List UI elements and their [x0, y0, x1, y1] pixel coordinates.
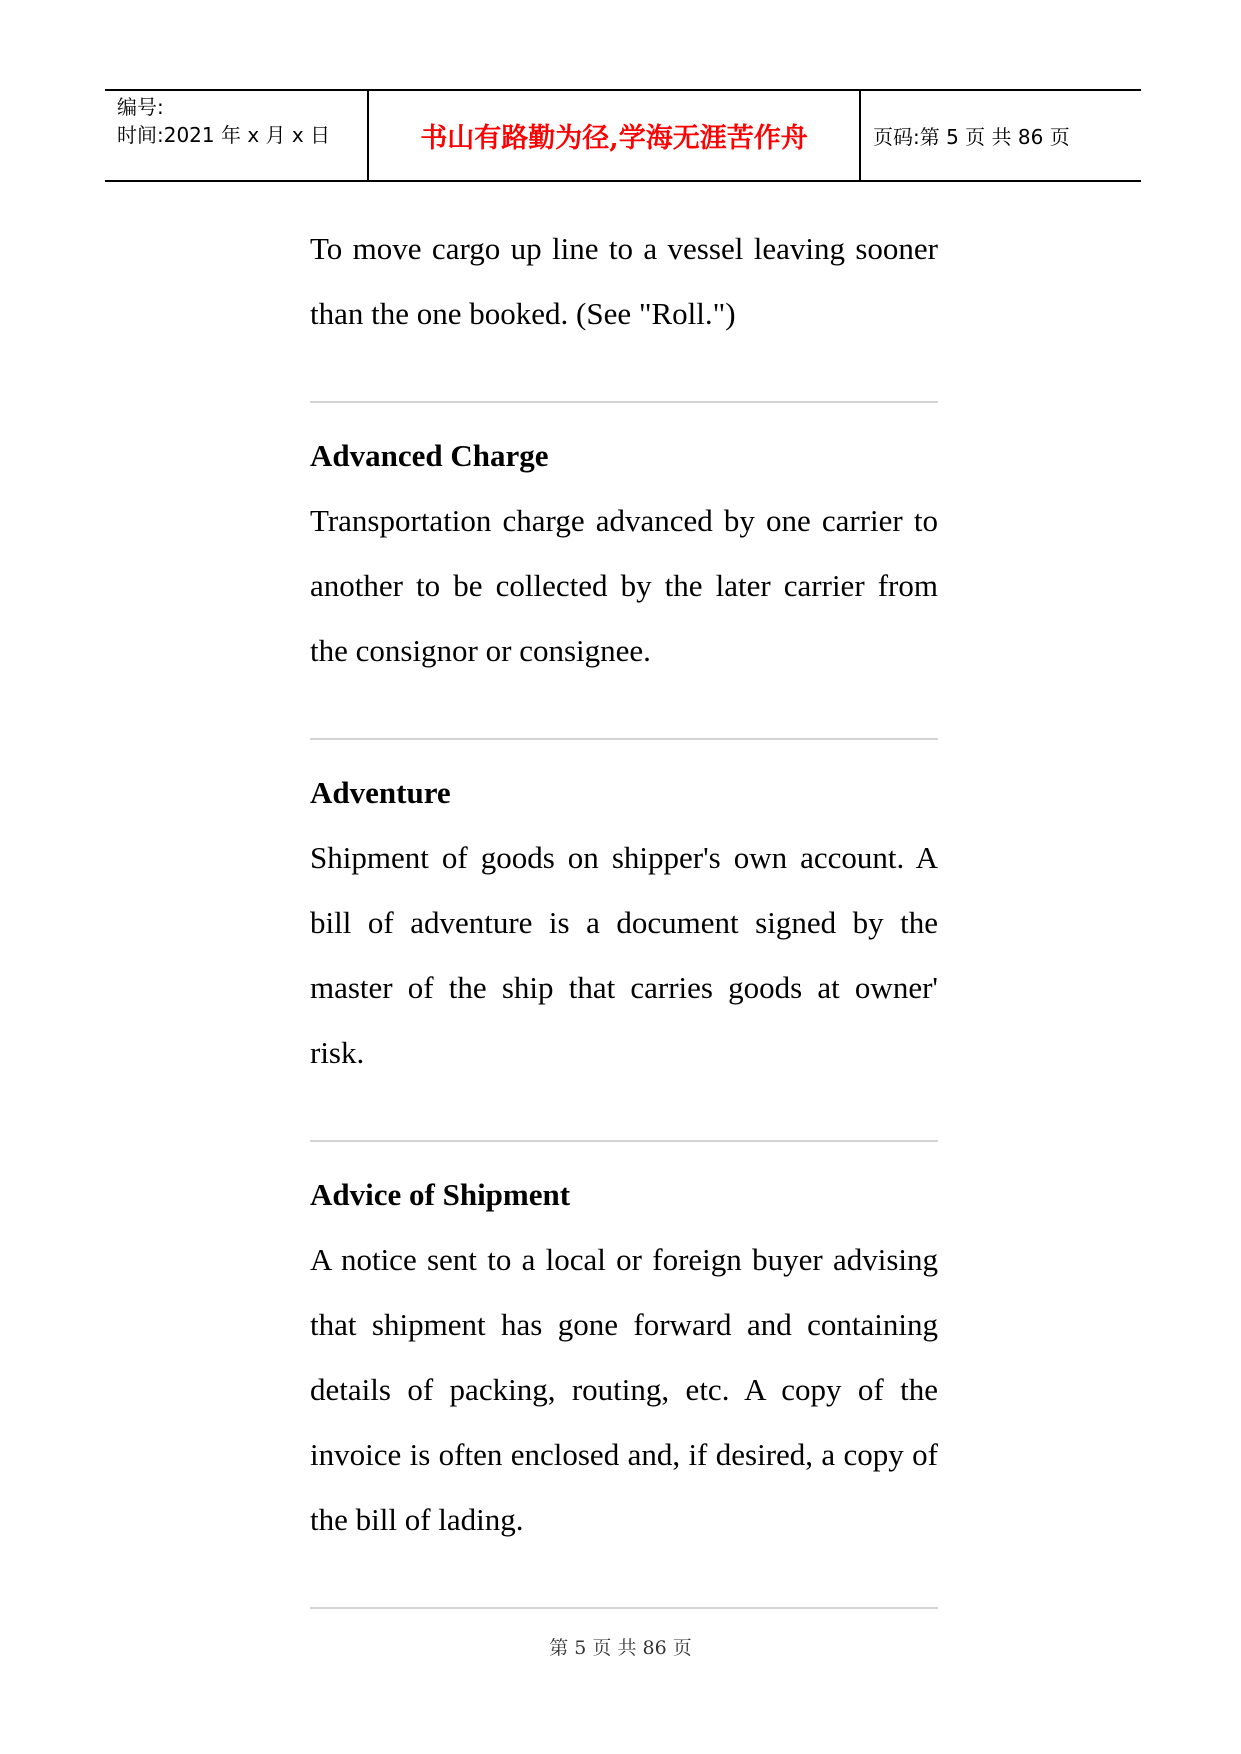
entry-definition: A notice sent to a local or foreign buyer advising that shipment has gone forward and containing details of packing, routing, etc. A copy of the invoice is often enclosed and, if desired, a copy of the bill of lading.: [310, 1242, 938, 1537]
glossary-entry: [310, 1162, 938, 1552]
glossary-content: [310, 216, 938, 1609]
header-page-info: 页码:第 5 页 共 86 页: [873, 125, 1070, 149]
intro-definition: To move cargo up line to a vessel leaving sooner than the one booked. (See "Roll."): [310, 231, 938, 331]
section-divider: [310, 1607, 938, 1609]
entry-term: Adventure: [310, 775, 451, 810]
page-header: [105, 89, 1141, 182]
entry-definition: Transportation charge advanced by one carrier to another to be collected by the later carrier from the consignor or consignee.: [310, 503, 938, 668]
glossary-entry: [310, 423, 938, 683]
document-time-label: 时间:2021 年 x 月 x 日: [117, 123, 331, 147]
glossary-entry: [310, 760, 938, 1085]
entry-term: Advanced Charge: [310, 438, 549, 473]
header-motto: 书山有路勤为径,学海无涯苦作舟: [420, 123, 808, 154]
document-number-label: 编号:: [117, 95, 164, 119]
header-divider: [859, 91, 861, 180]
header-meta: [117, 93, 330, 149]
page-footer: 第 5 页 共 86 页: [549, 1637, 692, 1659]
entry-term: Advice of Shipment: [310, 1177, 571, 1212]
entry-definition: Shipment of goods on shipper's own account. A bill of adventure is a document signed by the master of the ship that carries goods at owner' risk.: [310, 840, 938, 1070]
